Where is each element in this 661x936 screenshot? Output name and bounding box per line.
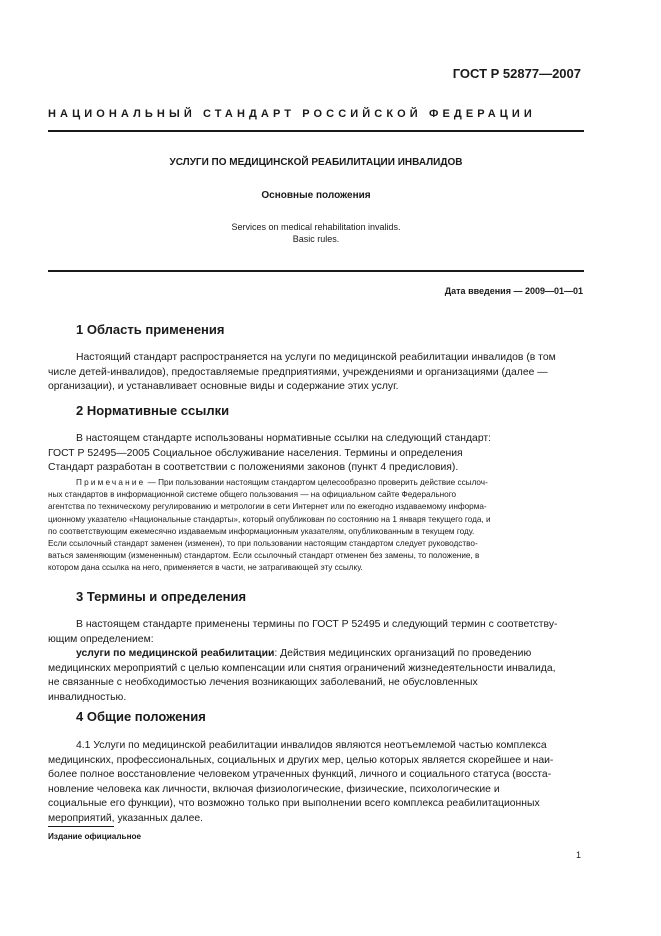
paragraph-line: социальные его функции), что возможно только при выполнении всего комплекса реабилитационных — [48, 798, 540, 810]
official-edition-label: Издание официальное — [48, 832, 142, 841]
term-definition-line: : Действия медицинских организаций по проведению — [274, 648, 532, 660]
term-definition-line: инвалидностью. — [48, 691, 127, 703]
paragraph-line: мероприятий, указанных далее. — [48, 812, 204, 824]
paragraph-line: В настоящем стандарте использованы нормативные ссылки на следующий стандарт: — [76, 433, 492, 444]
title-divider — [48, 270, 584, 272]
term-name: услуги по медицинской реабилитации — [76, 648, 275, 660]
gost-code: ГОСТ Р 52877—2007 — [452, 66, 581, 81]
section-4-paragraph — [48, 739, 584, 827]
note-line: по соответствующим ежемесячно издаваемым информационным указателям, опубликованным в текущем году. — [48, 526, 475, 536]
paragraph-line: 4.1 Услуги по медицинской реабилитации инвалидов являются неотъемлемой частью комплекса — [76, 740, 547, 751]
paragraph-line: более полное восстановление человеком утраченных функций, личного и социального статуса (восста- — [48, 769, 552, 781]
section-4-heading: 4 Общие положения — [76, 709, 206, 724]
paragraph-line: медицинских, профессиональных, социальных и других мер, целью которых является скорейшее и наи- — [48, 754, 554, 766]
note-line: котором дана ссылка на него, применяется в части, не затрагивающей эту ссылку. — [48, 563, 363, 573]
note-line: — При пользовании настоящим стандартом целесообразно проверить действие ссылоч- — [147, 478, 488, 487]
paragraph-line: ГОСТ Р 52495—2005 Социальное обслуживание населения. Термины и определения — [48, 447, 463, 459]
paragraph-line: организации), и устанавливает основные виды и содержание этих услуг. — [48, 381, 399, 393]
section-3-heading: 3 Термины и определения — [76, 589, 247, 604]
paragraph-line: В настоящем стандарте применены термины по ГОСТ Р 52495 и следующий термин с соответству- — [76, 619, 558, 630]
section-1-heading: 1 Область применения — [76, 322, 225, 337]
section-1-paragraph — [48, 351, 584, 395]
page-number: 1 — [576, 850, 582, 860]
term-definition-line: не связанные с необходимостью лечения возникающих заболеваний, не обусловленных — [48, 677, 478, 689]
note-label: Примечание — [76, 478, 146, 487]
section-2-note — [48, 477, 584, 575]
section-3-paragraph — [48, 618, 584, 706]
term-definition-line: медицинских мероприятий с целью компенсации или снятия ограничений жизнедеятельности инвалида, — [48, 662, 556, 674]
document-subtitle: Основные положения — [261, 190, 371, 201]
document-title: УСЛУГИ ПО МЕДИЦИНСКОЙ РЕАБИЛИТАЦИИ ИНВАЛИДОВ — [169, 157, 463, 168]
section-2-heading: 2 Нормативные ссылки — [76, 403, 230, 418]
note-line: ционному указателю «Национальные стандарты», который опубликован по состоянию на 1 января текущего года, и — [48, 514, 491, 524]
section-2-paragraph — [48, 432, 584, 476]
note-line: агентства по техническому регулированию и метрологии в сети Интернет или по ежегодно издаваемому информа- — [48, 502, 487, 512]
introduction-date: Дата введения — 2009—01—01 — [444, 286, 583, 296]
note-line: ных стандартов в информационной системе общего пользования — на официальном сайте Федерального — [48, 490, 457, 500]
paragraph-line: новление человека как личности, включая физиологические, физические, психологические и — [48, 783, 500, 795]
english-title — [48, 221, 584, 245]
note-line: ваться заменяющим (измененным) стандартом. Если ссылочный стандарт отменен без замены, то положение, в — [48, 551, 480, 561]
paragraph-line: Стандарт разработан в соответствии с положениями законов (пункт 4 предисловия). — [48, 462, 459, 474]
note-line: Если ссылочный стандарт заменен (изменен), то при пользовании настоящим стандартом следует руководство- — [48, 539, 478, 549]
paragraph-line: числе детей-инвалидов), предоставляемые предприятиями, учреждениями и организациями (далее — — [48, 366, 548, 378]
top-divider — [48, 130, 584, 132]
footer-divider — [48, 826, 114, 827]
english-title-line: Services on medical rehabilitation invalids. — [231, 222, 401, 232]
paragraph-line: ющим определением: — [48, 633, 154, 645]
paragraph-line: Настоящий стандарт распространяется на услуги по медицинской реабилитации инвалидов (в том — [76, 352, 556, 363]
national-standard-banner: НАЦИОНАЛЬНЫЙ СТАНДАРТ РОССИЙСКОЙ ФЕДЕРАЦИИ — [48, 108, 536, 120]
english-title-line: Basic rules. — [292, 234, 340, 244]
